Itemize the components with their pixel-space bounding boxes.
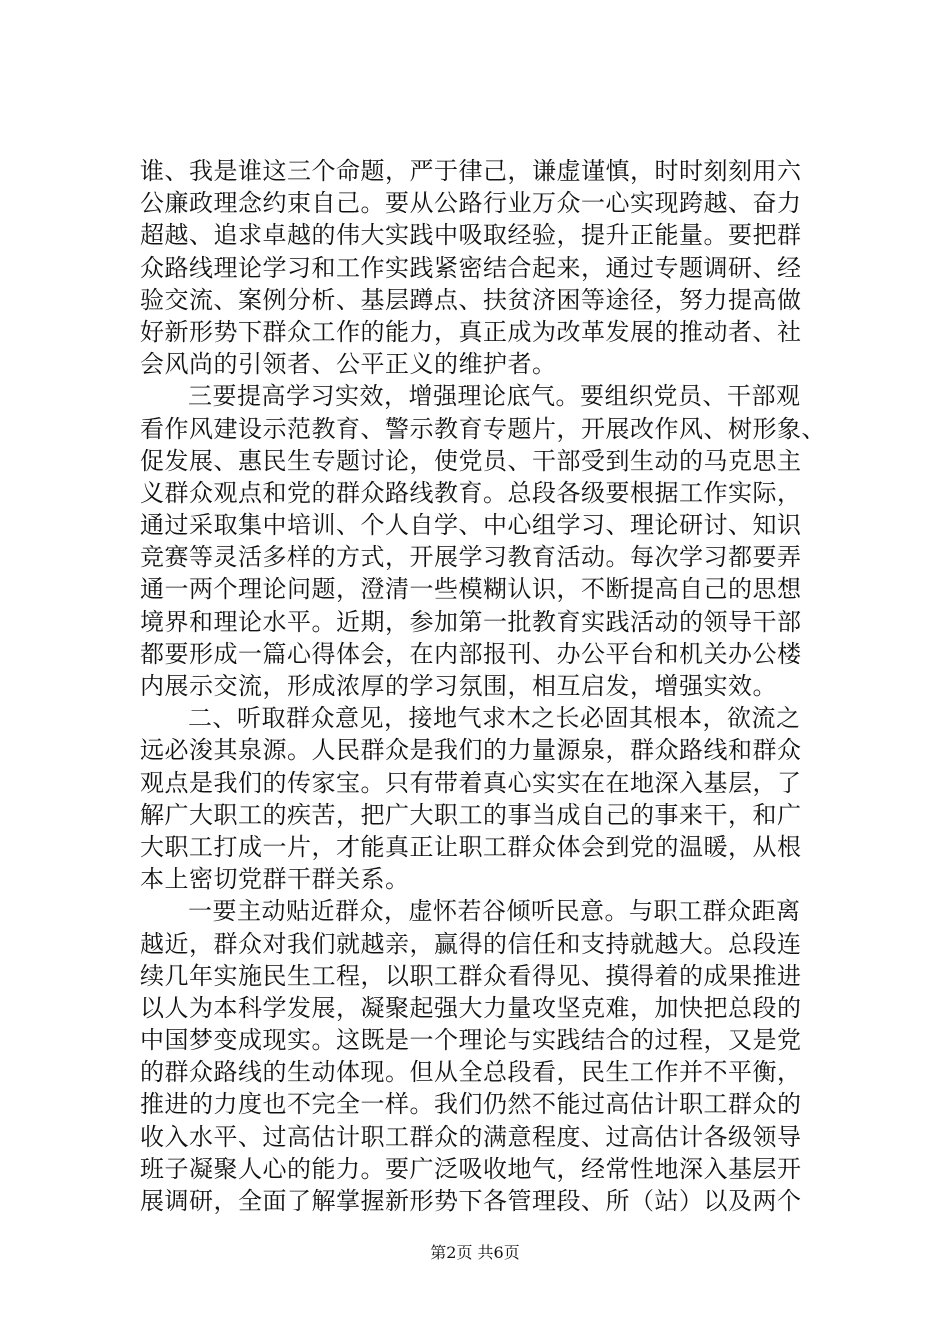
text-line: 超越、追求卓越的伟大实践中吸取经验，提升正能量。要把群 [140, 221, 802, 250]
text-line: 公廉政理念约束自己。要从公路行业万众一心实现跨越、奋力 [140, 189, 802, 218]
text-line: 三要提高学习实效，增强理论底气。要组织党员、干部观 [188, 382, 801, 411]
text-line: 通一两个理论问题，澄清一些模糊认识，不断提高自己的思想 [140, 575, 802, 604]
text-line: 收入水平、过高估计职工群众的满意程度、过高估计各级领导 [140, 1122, 802, 1151]
text-line: 解广大职工的疾苦，把广大职工的事当成自己的事来干，和广 [140, 800, 802, 829]
text-line: 二、听取群众意见，接地气求木之长必固其根本，欲流之 [188, 704, 801, 733]
text-line: 以人为本科学发展，凝聚起强大力量攻坚克难，加快把总段的 [140, 993, 802, 1022]
text-line: 的群众路线的生动体现。但从全总段看，民生工作并不平衡， [140, 1058, 802, 1087]
text-line: 本上密切党群干群关系。 [140, 865, 410, 894]
text-line: 通过采取集中培训、个人自学、中心组学习、理论研讨、知识 [140, 511, 802, 540]
text-line: 续几年实施民生工程，以职工群众看得见、摸得着的成果推进 [140, 961, 802, 990]
text-line: 众路线理论学习和工作实践紧密结合起来，通过专题调研、经 [140, 253, 802, 282]
text-line: 展调研，全面了解掌握新形势下各管理段、所（站）以及两个 [140, 1187, 802, 1215]
text-line: 越近，群众对我们就越亲，赢得的信任和支持就越大。总段连 [140, 929, 802, 958]
text-line: 内展示交流，形成浓厚的学习氛围，相互启发，增强实效。 [140, 672, 777, 700]
text-line: 境界和理论水平。近期，参加第一批教育实践活动的领导干部 [140, 607, 802, 636]
text-line: 谁、我是谁这三个命题，严于律己，谦虚谨慎，时时刻刻用六 [140, 157, 802, 185]
text-line: 竞赛等灵活多样的方式，开展学习教育活动。每次学习都要弄 [140, 543, 802, 572]
text-line: 大职工打成一片，才能真正让职工群众体会到党的温暖，从根 [140, 832, 802, 861]
document-body [140, 155, 840, 1217]
page-footer: 第2页 共6页 [430, 1243, 520, 1262]
text-line: 都要形成一篇心得体会，在内部报刊、办公平台和机关办公楼 [140, 639, 802, 668]
text-line: 推进的力度也不完全一样。我们仍然不能过高估计职工群众的 [140, 1090, 802, 1119]
text-line: 验交流、案例分析、基层蹲点、扶贫济困等途径，努力提高做 [140, 285, 802, 314]
text-line: 促发展、惠民生专题讨论，使党员、干部受到生动的马克思主 [140, 446, 802, 475]
text-line: 远必浚其泉源。人民群众是我们的力量源泉，群众路线和群众 [140, 736, 802, 765]
text-line: 观点是我们的传家宝。只有带着真心实实在在地深入基层，了 [140, 768, 802, 797]
text-line: 中国梦变成现实。这既是一个理论与实践结合的过程，又是党 [140, 1026, 802, 1055]
text-line: 好新形势下群众工作的能力，真正成为改革发展的推动者、社 [140, 317, 802, 346]
text-line: 会风尚的引领者、公平正义的维护者。 [140, 350, 557, 379]
text-line: 义群众观点和党的群众路线教育。总段各级要根据工作实际， [140, 478, 802, 507]
text-line: 班子凝聚人心的能力。要广泛吸收地气，经常性地深入基层开 [140, 1154, 802, 1183]
text-line: 一要主动贴近群众，虚怀若谷倾听民意。与职工群众距离 [188, 897, 801, 926]
text-line: 看作风建设示范教育、警示教育专题片，开展改作风、树形象、 [140, 414, 826, 443]
